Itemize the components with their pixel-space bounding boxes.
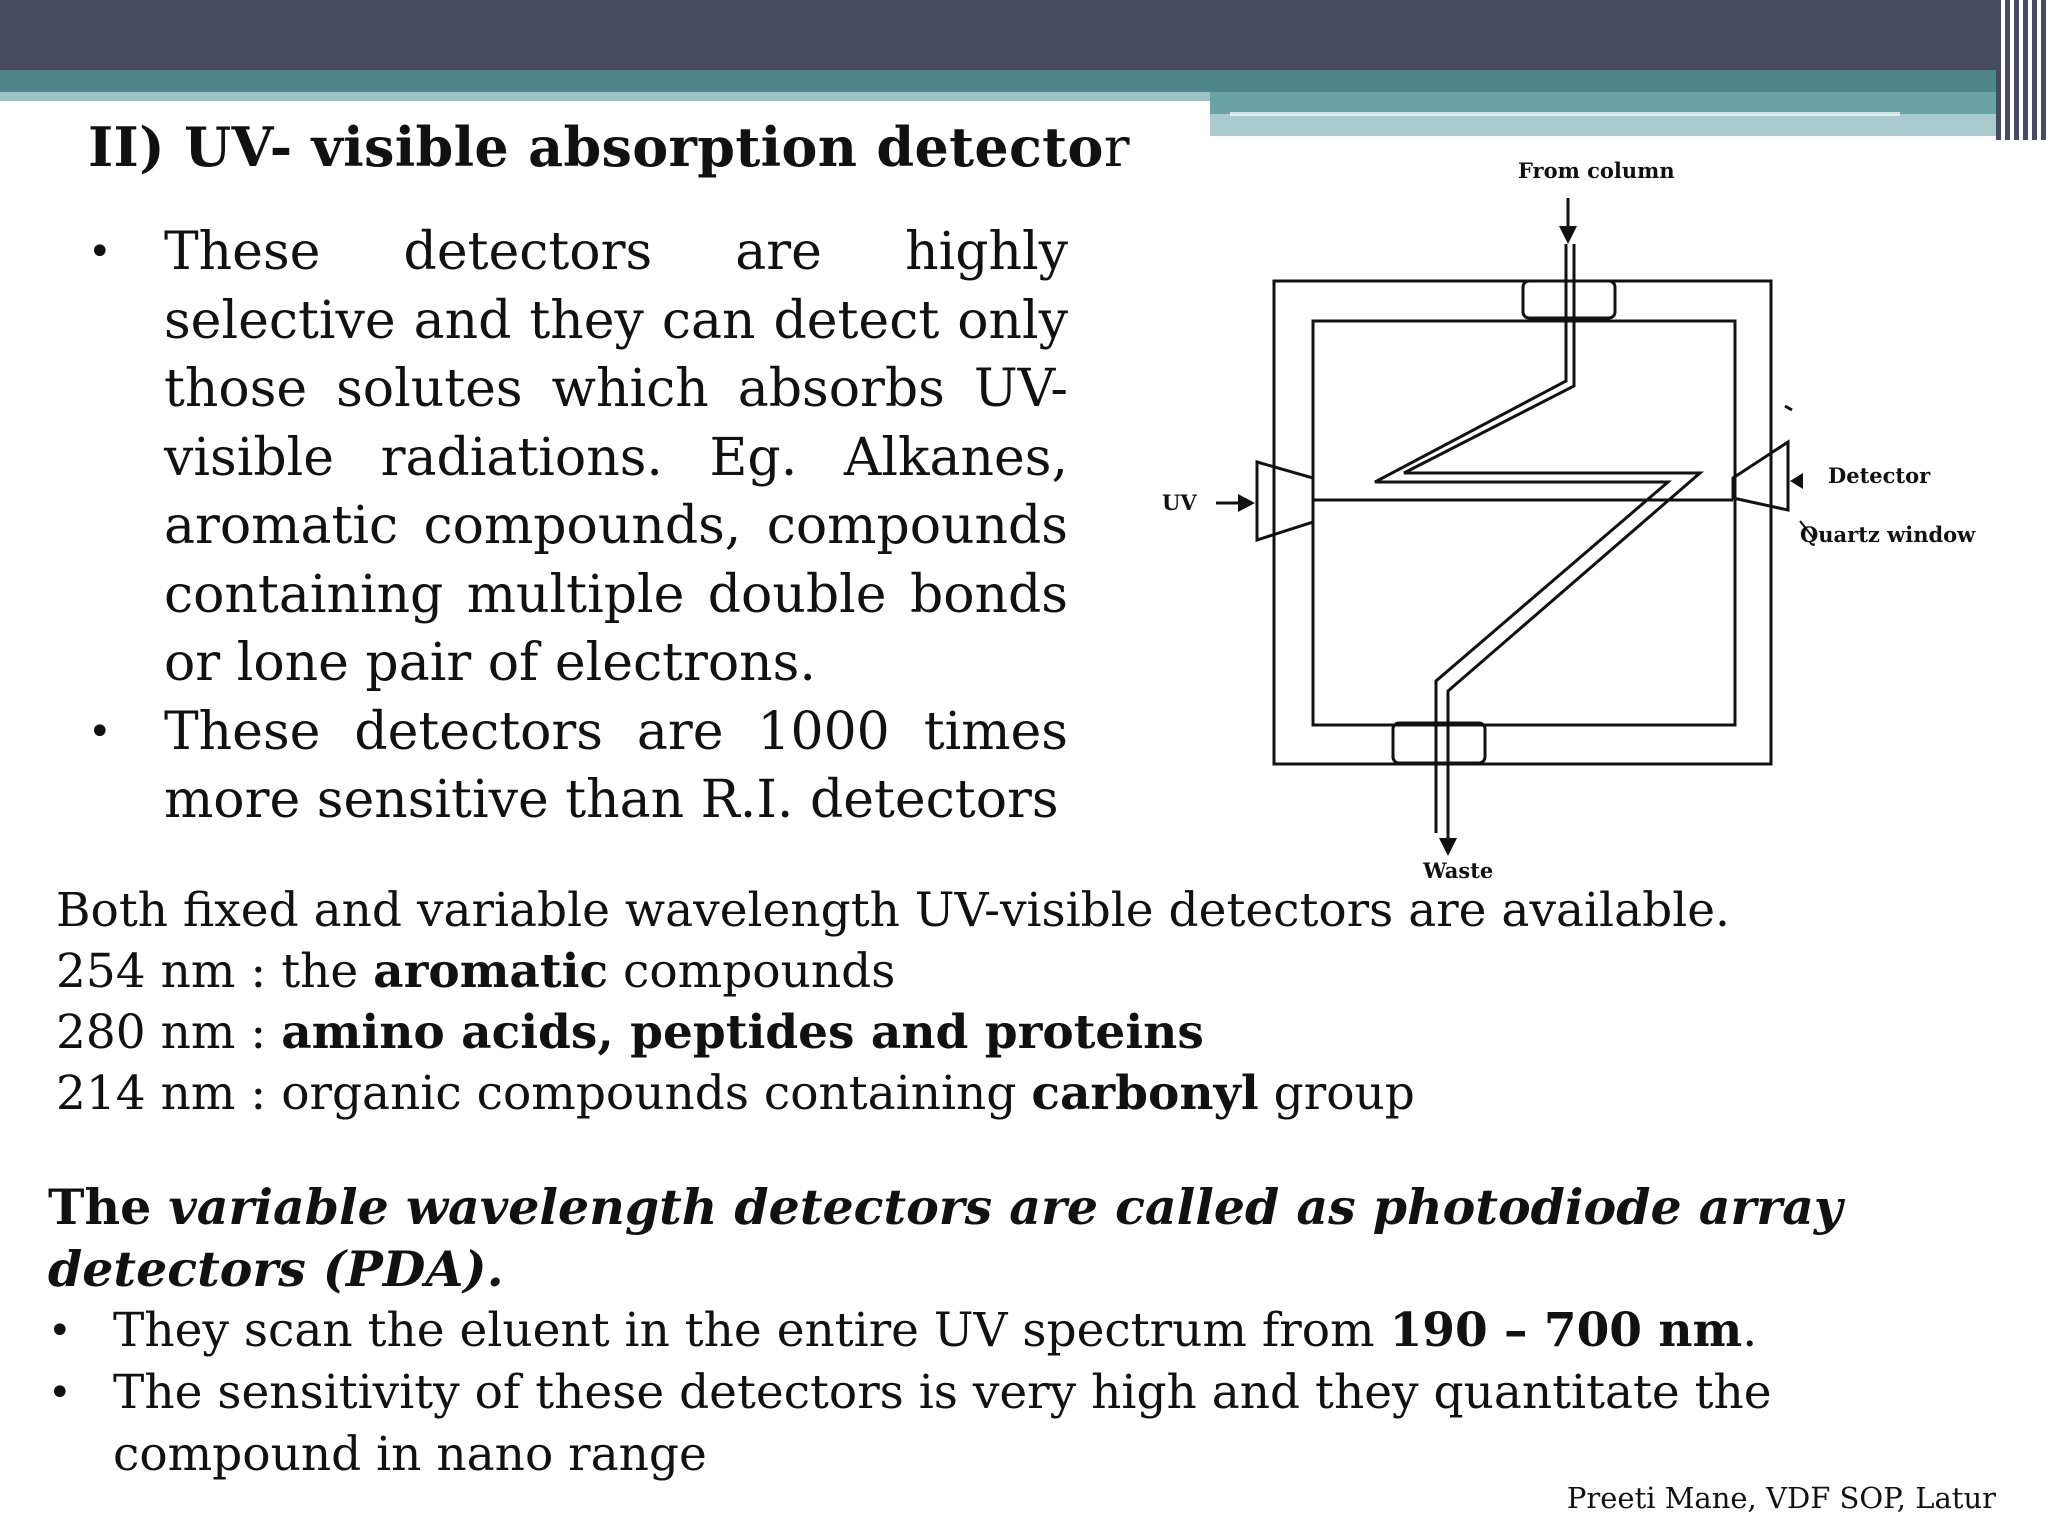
pda-heading	[48, 1176, 1948, 1300]
footer-credit: Preeti Mane, VDF SOP, Latur	[1566, 1481, 1996, 1515]
label-from-column: From column	[1518, 158, 1675, 183]
header-bar-light	[0, 92, 1210, 101]
label-quartz-window: Quartz window	[1800, 522, 1976, 547]
bullet-sensitivity: • These detectors are 1000 times more sensitive than R.I. detectors	[88, 698, 1068, 835]
header-step-lower	[1210, 114, 2000, 136]
wavelength-280-text: 280 nm :	[56, 1005, 282, 1060]
header-step-line	[1230, 112, 1900, 116]
header-bar-teal	[0, 70, 2000, 92]
pda-bullet-sensitivity-text: The sensitivity of these detectors is very high and they quantitate the compound in nano range	[113, 1365, 1772, 1482]
uv-detector-diagram	[1140, 148, 2000, 888]
wavelength-section	[56, 880, 1730, 1124]
availability-intro: Both fixed and variable wavelength UV-visible detectors are available.	[56, 883, 1730, 938]
pda-section	[48, 1176, 1948, 1486]
outlet-fitting	[1393, 723, 1485, 763]
label-waste: Waste	[1423, 858, 1494, 883]
uv-window	[1257, 462, 1313, 540]
flow-path-right	[1404, 244, 1700, 833]
wavelength-214-bold: carbonyl	[1031, 1066, 1259, 1121]
slide-title-main: II) UV- visible absorption detecto	[88, 115, 1104, 179]
pda-bullet-sensitivity	[48, 1362, 1948, 1486]
inlet-fitting	[1523, 281, 1615, 318]
inlet-arrow-head	[1559, 226, 1577, 244]
wavelength-254-bold: aromatic	[373, 944, 609, 999]
wavelength-254-text: 254 nm : the	[56, 944, 374, 999]
detector-label-tick	[1785, 406, 1792, 410]
wavelength-line-214	[56, 1063, 1730, 1124]
uv-arrow-head	[1238, 494, 1255, 512]
wavelength-line-254	[56, 941, 1730, 1002]
detector-arrow-head	[1790, 473, 1803, 489]
pda-bullet-scan-rest: .	[1742, 1303, 1758, 1358]
pda-bullet-scan	[48, 1300, 1948, 1362]
slide-title	[88, 112, 1130, 183]
detector-bullet-list	[88, 218, 1068, 835]
wavelength-254-rest: compounds	[608, 944, 896, 999]
detector-window	[1733, 442, 1788, 510]
pda-bullet-scan-text: They scan the eluent in the entire UV spectrum from	[113, 1303, 1390, 1358]
waste-arrow-head	[1439, 838, 1457, 856]
wavelength-line-280	[56, 1002, 1730, 1063]
cell-outer-frame	[1274, 281, 1771, 764]
bullet-selectivity: • These detectors are highly selective and they can detect only those solutes which absorbs UV-visible radiations. Eg. Alkanes, aromatic compounds, compounds containing multiple double bonds or lone pair of electrons.	[88, 218, 1068, 698]
cell-inner-frame	[1313, 321, 1735, 725]
label-detector: Detector	[1828, 463, 1931, 488]
pda-heading-prefix: The	[48, 1178, 169, 1236]
wavelength-280-bold: amino acids, peptides and proteins	[281, 1005, 1204, 1060]
label-uv: UV	[1162, 490, 1197, 515]
pda-bullet-scan-bold: 190 – 700 nm	[1389, 1303, 1743, 1358]
header-bar-dark	[0, 0, 2000, 70]
header-step-upper	[1210, 92, 2000, 114]
wavelength-214-text: 214 nm : organic compounds containing	[56, 1066, 1032, 1121]
pda-bullet-list	[48, 1300, 1948, 1486]
slide-title-last-letter: r	[1103, 116, 1130, 179]
header-edge-stripes	[1996, 0, 2048, 140]
wavelength-214-rest: group	[1258, 1066, 1415, 1121]
pda-heading-italic: variable wavelength detectors are called as photodiode array detectors (PDA).	[48, 1178, 1843, 1298]
